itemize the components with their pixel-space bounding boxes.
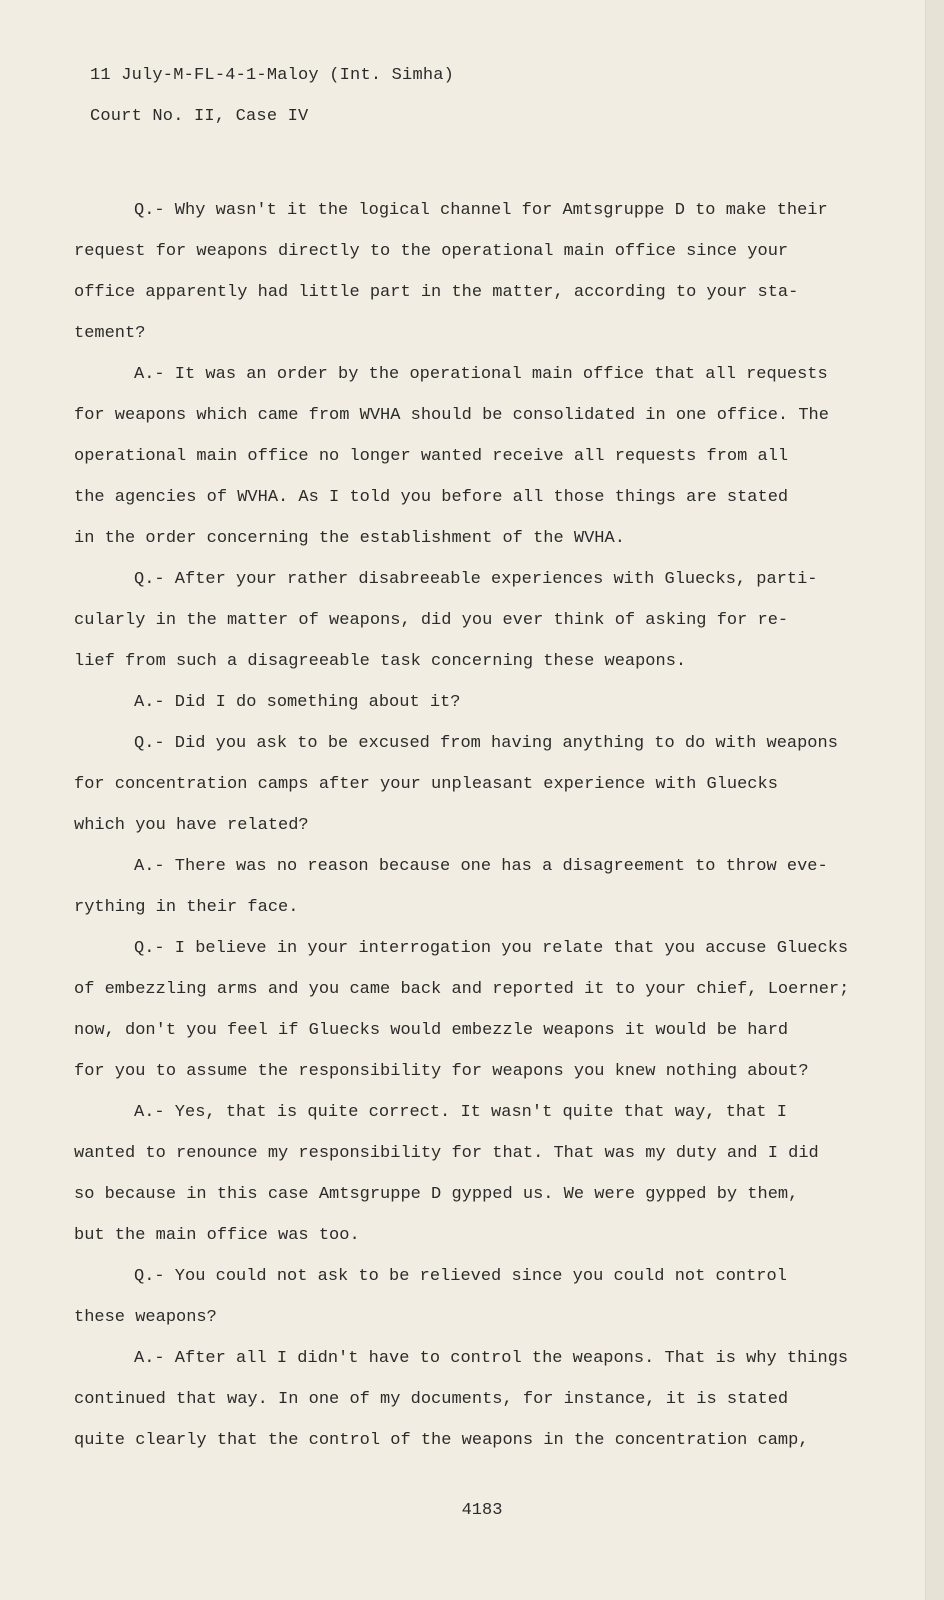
text-line: which you have related?: [74, 816, 309, 835]
text-line: for concentration camps after your unpleasant experience with Gluecks: [74, 775, 778, 794]
text-line: A.- It was an order by the operational main office that all requests: [134, 365, 828, 384]
paragraph-8: [74, 1092, 854, 1256]
page-number: 4183: [461, 1501, 503, 1520]
paragraph-4: [74, 682, 854, 723]
paragraph-3: [74, 559, 854, 682]
text-line: Q.- Did you ask to be excused from having anything to do with weapons: [134, 734, 838, 753]
text-line: office apparently had little part in the matter, according to your sta-: [74, 283, 799, 302]
paragraph-1: [74, 190, 854, 354]
transcript-body: [74, 190, 854, 1461]
text-line: Q.- I believe in your interrogation you relate that you accuse Gluecks: [134, 939, 849, 958]
text-line: lief from such a disagreeable task concerning these weapons.: [74, 652, 687, 671]
paragraph-7: [74, 928, 854, 1092]
text-line: for you to assume the responsibility for weapons you knew nothing about?: [74, 1062, 809, 1081]
text-line: wanted to renounce my responsibility for that. That was my duty and I did: [74, 1144, 819, 1163]
text-line: A.- Yes, that is quite correct. It wasn't quite that way, that I: [134, 1103, 787, 1122]
text-line: cularly in the matter of weapons, did you ever think of asking for re-: [74, 611, 789, 630]
text-line: of embezzling arms and you came back and reported it to your chief, Loerner;: [74, 980, 850, 999]
paper-edge: [925, 0, 944, 1600]
paragraph-6: [74, 846, 854, 928]
text-line: tement?: [74, 324, 146, 343]
text-line: operational main office no longer wanted receive all requests from all: [74, 447, 789, 466]
text-line: in the order concerning the establishment of the WVHA.: [74, 529, 625, 548]
text-line: A.- There was no reason because one has a disagreement to throw eve-: [134, 857, 828, 876]
paragraph-10: [74, 1338, 854, 1461]
text-line: A.- Did I do something about it?: [134, 693, 461, 712]
header-reference: 11 July-M-FL-4-1-Maloy (Int. Simha): [90, 66, 455, 85]
header-court: Court No. II, Case IV: [90, 107, 309, 126]
paragraph-5: [74, 723, 854, 846]
paragraph-9: [74, 1256, 854, 1338]
text-line: for weapons which came from WVHA should be consolidated in one office. The: [74, 406, 829, 425]
paragraph-2: [74, 354, 854, 559]
text-line: rything in their face.: [74, 898, 299, 917]
text-line: so because in this case Amtsgruppe D gypped us. We were gypped by them,: [74, 1185, 799, 1204]
text-line: Q.- After your rather disabreeable experiences with Gluecks, parti-: [134, 570, 818, 589]
text-line: continued that way. In one of my documents, for instance, it is stated: [74, 1390, 789, 1409]
text-line: A.- After all I didn't have to control the weapons. That is why things: [134, 1349, 849, 1368]
text-line: the agencies of WVHA. As I told you before all those things are stated: [74, 488, 789, 507]
text-line: Q.- You could not ask to be relieved since you could not control: [134, 1267, 787, 1286]
text-line: request for weapons directly to the operational main office since your: [74, 242, 789, 261]
text-line: these weapons?: [74, 1308, 217, 1327]
text-line: but the main office was too.: [74, 1226, 360, 1245]
text-line: Q.- Why wasn't it the logical channel for Amtsgruppe D to make their: [134, 201, 828, 220]
text-line: quite clearly that the control of the weapons in the concentration camp,: [74, 1431, 809, 1450]
text-line: now, don't you feel if Gluecks would embezzle weapons it would be hard: [74, 1021, 789, 1040]
